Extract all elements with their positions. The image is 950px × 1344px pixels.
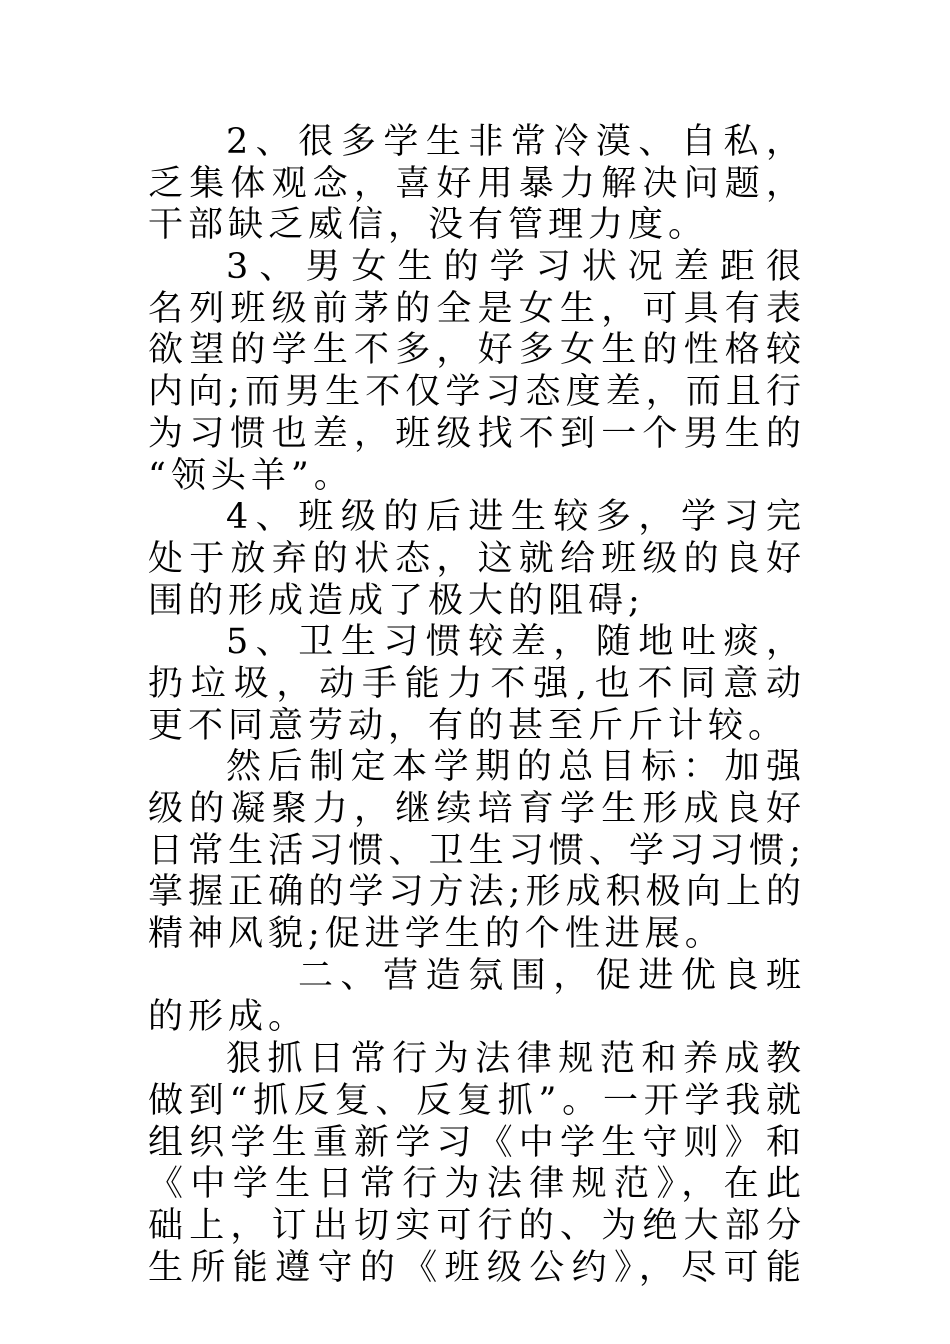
text-line: 《中学生日常行为法律规范》，在此 <box>148 1164 806 1205</box>
text-line: 础上，订出切实可行的、为绝大部分 <box>148 1205 806 1246</box>
text-line: 生所能遵守的《班级公约》，尽可能 <box>148 1247 806 1288</box>
text-line: 掌握正确的学习方法;形成积极向上的 <box>148 872 806 913</box>
text-line: 为习惯也差，班级找不到一个男生的 <box>148 413 806 454</box>
text-line: 日常生活习惯、卫生习惯、学习习惯; <box>148 830 806 871</box>
text-line: 5、卫生习惯较差，随地吐痰， <box>226 622 806 663</box>
text-line: 更不同意劳动，有的甚至斤斤计较。 <box>148 705 789 746</box>
section-heading-line: 的形成。 <box>148 997 309 1038</box>
text-line: 欲望的学生不多，好多女生的性格较 <box>148 330 806 371</box>
section-heading-line: 二、营造氛围，促进优良班 <box>298 955 806 996</box>
text-line: 组织学生重新学习《中学生守则》和 <box>148 1122 806 1163</box>
text-line: 级的凝聚力，继续培育学生形成良好 <box>148 789 806 829</box>
text-line: 名列班级前茅的全是女生，可具有表 <box>148 288 806 329</box>
document-body <box>148 122 806 1289</box>
text-line: 处于放弃的状态，这就给班级的良好 <box>148 538 806 579</box>
text-line: “领头羊”。 <box>148 455 354 496</box>
text-line: 2、很多学生非常冷漠、自私， <box>226 122 806 162</box>
text-line: 3、男女生的学习状况差距很 <box>226 247 806 288</box>
text-line: 狠抓日常行为法律规范和养成教 <box>226 1039 806 1080</box>
text-line: 然后制定本学期的总目标：加强 <box>226 747 806 788</box>
text-line: 做到“抓反复、反复抓”。一开学我就 <box>148 1080 806 1121</box>
text-line: 扔垃圾，动手能力不强,也不同意动 <box>148 663 806 704</box>
text-line: 4、班级的后进生较多，学习完 <box>226 497 806 538</box>
text-line: 干部缺乏威信，没有管理力度。 <box>148 205 709 246</box>
text-line: 精神风貌;促进学生的个性进展。 <box>148 914 725 955</box>
text-line: 乏集体观念，喜好用暴力解决问题， <box>148 163 806 204</box>
text-line: 内向;而男生不仅学习态度差，而且行 <box>148 372 806 413</box>
text-line: 围的形成造成了极大的阻碍; <box>148 580 645 621</box>
